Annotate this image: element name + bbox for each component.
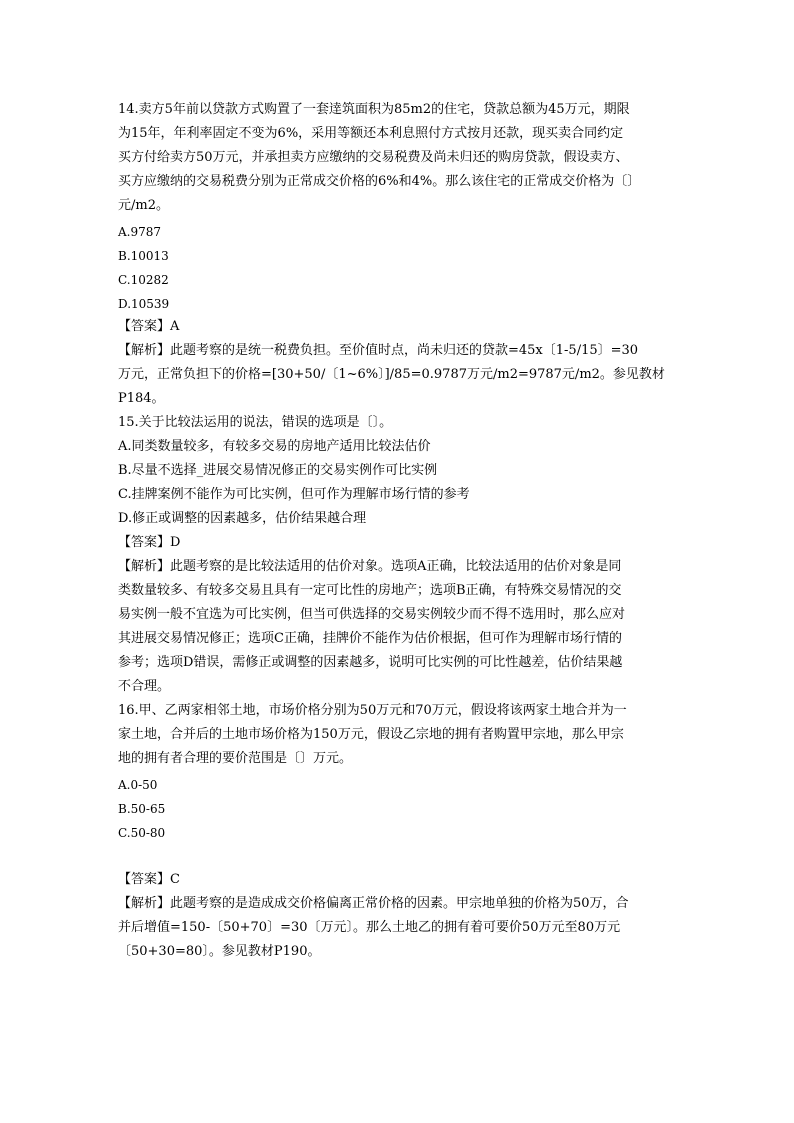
q16-analysis-line-2: 并后增值=150-〔50+70〕=30〔万元〕。那么土地乙的拥有着可要价50万元至80万元 bbox=[118, 920, 621, 935]
q16-stem-line-1: 16.甲、乙两家相邻土地，市场价格分别为50万元和70万元，假设将该两家土地合并为一 bbox=[118, 703, 627, 718]
q15-answer: 【答案】D bbox=[118, 535, 181, 550]
q14-option-d: D.10539 bbox=[118, 297, 170, 311]
q14-analysis-line-2: 万元，正常负担下的价格=[30+50/〔1~6%〕]/85=0.9787万元/m2=9787元/m2。参见教材 bbox=[118, 367, 665, 382]
q15-analysis-line-4: 其进展交易情况修正；选项C正确，挂牌价不能作为估价根据，但可作为理解市场行情的 bbox=[118, 631, 622, 646]
q14-stem-line-2: 为15年，年利率固定不变为6%，采用等额还本利息照付方式按月还款，现买卖合同约定 bbox=[118, 126, 624, 141]
q15-analysis-line-6: 不合理。 bbox=[118, 679, 171, 694]
q16-analysis-line-3: 〔50+30=80〕。参见教材P190。 bbox=[118, 944, 321, 959]
q15-analysis-line-1: 【解析】此题考察的是比较法适用的估价对象。选项A正确，比较法适用的估价对象是同 bbox=[118, 559, 622, 574]
q14-analysis-line-3: P184。 bbox=[118, 391, 165, 406]
q15-analysis-line-5: 参考；选项D错误，需修正或调整的因素越多，说明可比实例的可比性越差，估价结果越 bbox=[118, 655, 623, 670]
q16-option-b: B.50-65 bbox=[118, 802, 166, 816]
q15-option-a: A.同类数量较多，有较多交易的房地产适用比较法估价 bbox=[118, 439, 431, 454]
q14-stem-line-5: 元/m2。 bbox=[118, 198, 169, 213]
q14-option-b: B.10013 bbox=[118, 249, 169, 263]
q16-option-c: C.50-80 bbox=[118, 826, 166, 840]
q15-option-c: C.挂牌案例不能作为可比实例，但可作为理解市场行情的参考 bbox=[118, 487, 470, 502]
q16-analysis-line-1: 【解析】此题考察的是造成成交价格偏离正常价格的因素。甲宗地单独的价格为50万，合 bbox=[118, 896, 629, 911]
q16-answer: 【答案】C bbox=[118, 872, 180, 887]
q16-option-a: A.0-50 bbox=[118, 778, 158, 792]
q15-analysis-line-2: 类数量较多、有较多交易且具有一定可比性的房地产；选项B正确，有特殊交易情况的交 bbox=[118, 583, 622, 598]
q14-analysis-line-1: 【解析】此题考察的是统一税费负担。至价值时点，尚未归还的贷款=45x〔1-5/15〕=30 bbox=[118, 343, 639, 358]
q14-stem-line-4: 买方应缴纳的交易税费分别为正常成交价格的6%和4%。那么该住宅的正常成交价格为〔〕 bbox=[118, 174, 641, 189]
q16-stem-line-2: 家土地，合并后的土地市场价格为150万元，假设乙宗地的拥有者购置甲宗地，那么甲宗 bbox=[118, 727, 624, 742]
q15-option-b: B.尽量不选择_进展交易情况修正的交易实例作可比实例 bbox=[118, 463, 438, 478]
q15-stem-line-1: 15.关于比较法运用的说法，错误的选项是〔〕。 bbox=[118, 415, 393, 430]
q14-answer: 【答案】A bbox=[118, 319, 180, 334]
q15-option-d: D.修正或调整的因素越多，估价结果越合理 bbox=[118, 511, 367, 526]
q16-stem-line-3: 地的拥有者合理的要价范围是〔〕万元。 bbox=[118, 751, 353, 766]
q14-stem-line-3: 买方付给卖方50万元，并承担卖方应缴纳的交易税费及尚未归还的购房贷款，假设卖方、 bbox=[118, 150, 629, 165]
q14-option-a: A.9787 bbox=[118, 225, 162, 239]
q14-stem-line-1: 14.卖方5年前以贷款方式购置了一套逹筑面积为85m2的住宅，贷款总额为45万元，期限 bbox=[118, 102, 630, 117]
q14-option-c: C.10282 bbox=[118, 273, 169, 287]
q15-analysis-line-3: 易实例一般不宜选为可比实例，但当可供选择的交易实例较少而不得不选用时，那么应对 bbox=[118, 607, 626, 622]
